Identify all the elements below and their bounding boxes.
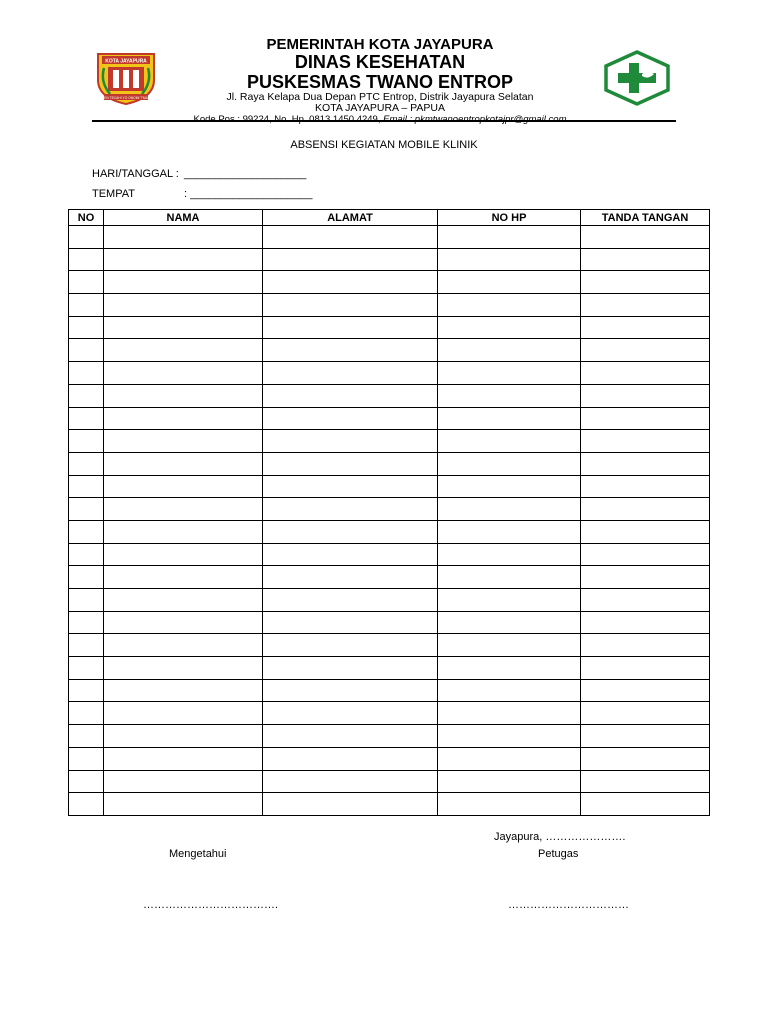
table-cell[interactable] xyxy=(104,498,263,521)
table-cell[interactable] xyxy=(104,384,263,407)
table-cell[interactable] xyxy=(263,430,438,453)
table-cell[interactable] xyxy=(581,498,710,521)
table-cell[interactable] xyxy=(438,589,581,612)
table-cell[interactable] xyxy=(69,271,104,294)
table-cell[interactable] xyxy=(104,430,263,453)
table-cell[interactable] xyxy=(263,248,438,271)
table-cell[interactable] xyxy=(69,316,104,339)
kota-jayapura-emblem-icon xyxy=(94,50,158,106)
table-row xyxy=(69,271,710,294)
table-row xyxy=(69,226,710,249)
table-row xyxy=(69,543,710,566)
table-cell[interactable] xyxy=(438,770,581,793)
table-row xyxy=(69,657,710,680)
table-row xyxy=(69,294,710,317)
table-cell[interactable] xyxy=(581,793,710,816)
table-cell[interactable] xyxy=(104,362,263,385)
place-field xyxy=(92,188,312,200)
table-cell[interactable] xyxy=(581,520,710,543)
table-cell[interactable] xyxy=(581,362,710,385)
table-cell[interactable] xyxy=(104,316,263,339)
document-title: ABSENSI KEGIATAN MOBILE KLINIK xyxy=(290,139,478,151)
table-cell[interactable] xyxy=(69,407,104,430)
table-row xyxy=(69,362,710,385)
table-cell[interactable] xyxy=(438,657,581,680)
table-cell[interactable] xyxy=(263,634,438,657)
table-cell[interactable] xyxy=(69,452,104,475)
table-cell[interactable] xyxy=(581,430,710,453)
table-cell[interactable] xyxy=(581,770,710,793)
table-cell[interactable] xyxy=(104,589,263,612)
table-cell[interactable] xyxy=(104,248,263,271)
table-cell[interactable] xyxy=(438,362,581,385)
table-cell[interactable] xyxy=(104,271,263,294)
table-cell[interactable] xyxy=(263,475,438,498)
table-cell[interactable] xyxy=(438,679,581,702)
table-cell[interactable] xyxy=(438,384,581,407)
table-cell[interactable] xyxy=(263,339,438,362)
table-cell[interactable] xyxy=(104,770,263,793)
table-row xyxy=(69,452,710,475)
table-cell[interactable] xyxy=(581,589,710,612)
table-cell[interactable] xyxy=(104,702,263,725)
table-cell[interactable] xyxy=(581,566,710,589)
table-cell[interactable] xyxy=(581,634,710,657)
column-header-tanda-tangan: TANDA TANGAN xyxy=(581,210,710,226)
table-cell[interactable] xyxy=(581,702,710,725)
table-row xyxy=(69,520,710,543)
attendance-table-body xyxy=(69,226,710,816)
table-cell[interactable] xyxy=(69,657,104,680)
table-cell[interactable] xyxy=(438,339,581,362)
table-cell[interactable] xyxy=(581,384,710,407)
table-cell[interactable] xyxy=(263,294,438,317)
clinic-city: KOTA JAYAPURA – PAPUA xyxy=(315,102,445,114)
table-cell[interactable] xyxy=(581,294,710,317)
table-row xyxy=(69,634,710,657)
table-cell[interactable] xyxy=(69,611,104,634)
table-cell[interactable] xyxy=(438,226,581,249)
table-cell[interactable] xyxy=(263,611,438,634)
table-cell[interactable] xyxy=(69,566,104,589)
emblem-bottom-text: HEN TECAHI YO ONOMI T'MAR xyxy=(101,95,151,100)
table-cell[interactable] xyxy=(104,611,263,634)
table-cell[interactable] xyxy=(69,747,104,770)
table-cell[interactable] xyxy=(581,452,710,475)
table-row xyxy=(69,407,710,430)
table-cell[interactable] xyxy=(263,566,438,589)
table-cell[interactable] xyxy=(104,747,263,770)
table-cell[interactable] xyxy=(263,362,438,385)
table-cell[interactable] xyxy=(438,498,581,521)
table-row xyxy=(69,793,710,816)
table-cell[interactable] xyxy=(263,657,438,680)
table-cell[interactable] xyxy=(263,679,438,702)
table-row xyxy=(69,430,710,453)
table-row xyxy=(69,566,710,589)
date-field-blank: ____________________ xyxy=(184,168,307,180)
table-cell[interactable] xyxy=(438,452,581,475)
table-row xyxy=(69,679,710,702)
table-cell[interactable] xyxy=(263,770,438,793)
clinic-email: Email : pkmtwanoentropkotajpr@gmail.com xyxy=(383,114,567,125)
table-cell[interactable] xyxy=(581,339,710,362)
table-cell[interactable] xyxy=(69,498,104,521)
table-cell[interactable] xyxy=(581,657,710,680)
table-row xyxy=(69,702,710,725)
table-row xyxy=(69,747,710,770)
table-cell[interactable] xyxy=(263,316,438,339)
table-cell[interactable] xyxy=(263,384,438,407)
table-cell[interactable] xyxy=(581,316,710,339)
table-cell[interactable] xyxy=(104,657,263,680)
table-cell[interactable] xyxy=(581,271,710,294)
table-cell[interactable] xyxy=(104,634,263,657)
table-cell[interactable] xyxy=(104,566,263,589)
table-cell[interactable] xyxy=(69,430,104,453)
column-header-no-hp: NO HP xyxy=(438,210,581,226)
column-header-no: NO xyxy=(69,210,104,226)
table-cell[interactable] xyxy=(263,407,438,430)
table-cell[interactable] xyxy=(263,589,438,612)
table-row xyxy=(69,498,710,521)
table-cell[interactable] xyxy=(104,294,263,317)
table-cell[interactable] xyxy=(438,611,581,634)
table-cell[interactable] xyxy=(104,452,263,475)
acknowledged-label: Mengetahui xyxy=(169,848,227,860)
signing-date: Jayapura, …………………. xyxy=(494,831,626,843)
date-field-label: HARI/TANGGAL : xyxy=(92,168,179,180)
attendance-table xyxy=(68,209,710,816)
acknowledger-signature-line: ………………………………. xyxy=(143,899,279,911)
table-row xyxy=(69,475,710,498)
place-field-blank: : ____________________ xyxy=(184,188,313,200)
table-cell[interactable] xyxy=(581,725,710,748)
table-row xyxy=(69,770,710,793)
table-cell[interactable] xyxy=(438,566,581,589)
table-cell[interactable] xyxy=(438,543,581,566)
table-cell[interactable] xyxy=(104,793,263,816)
table-cell[interactable] xyxy=(69,226,104,249)
table-row xyxy=(69,384,710,407)
table-row xyxy=(69,589,710,612)
table-cell[interactable] xyxy=(438,248,581,271)
table-cell[interactable] xyxy=(104,226,263,249)
table-cell[interactable] xyxy=(438,430,581,453)
table-cell[interactable] xyxy=(438,793,581,816)
table-cell[interactable] xyxy=(263,520,438,543)
date-field xyxy=(92,168,306,180)
table-cell[interactable] xyxy=(438,407,581,430)
table-cell[interactable] xyxy=(581,747,710,770)
table-cell[interactable] xyxy=(581,543,710,566)
table-cell[interactable] xyxy=(69,543,104,566)
table-cell[interactable] xyxy=(438,294,581,317)
table-cell[interactable] xyxy=(263,226,438,249)
column-header-alamat: ALAMAT xyxy=(263,210,438,226)
table-row xyxy=(69,725,710,748)
table-row xyxy=(69,248,710,271)
table-cell[interactable] xyxy=(581,407,710,430)
table-cell[interactable] xyxy=(581,248,710,271)
table-cell[interactable] xyxy=(438,747,581,770)
table-cell[interactable] xyxy=(263,543,438,566)
table-cell[interactable] xyxy=(263,747,438,770)
officer-signature-line: …………………………… xyxy=(508,899,629,911)
table-header-row xyxy=(69,210,710,226)
clinic-name: PUSKESMAS TWANO ENTROP xyxy=(246,72,514,92)
table-cell[interactable] xyxy=(69,702,104,725)
officer-label: Petugas xyxy=(538,848,579,860)
table-cell[interactable] xyxy=(69,634,104,657)
letterhead xyxy=(160,36,600,126)
column-header-nama: NAMA xyxy=(104,210,263,226)
table-cell[interactable] xyxy=(69,294,104,317)
table-cell[interactable] xyxy=(581,226,710,249)
table-cell[interactable] xyxy=(438,475,581,498)
table-cell[interactable] xyxy=(263,725,438,748)
table-cell[interactable] xyxy=(438,271,581,294)
table-cell[interactable] xyxy=(263,452,438,475)
table-row xyxy=(69,611,710,634)
table-cell[interactable] xyxy=(438,634,581,657)
puskesmas-cross-logo-icon xyxy=(604,50,670,106)
table-cell[interactable] xyxy=(69,589,104,612)
table-cell[interactable] xyxy=(104,407,263,430)
table-cell[interactable] xyxy=(104,520,263,543)
letterhead-divider xyxy=(92,120,676,122)
table-cell[interactable] xyxy=(263,271,438,294)
table-row xyxy=(69,339,710,362)
table-cell[interactable] xyxy=(104,475,263,498)
table-row xyxy=(69,316,710,339)
table-cell[interactable] xyxy=(69,679,104,702)
table-cell[interactable] xyxy=(69,793,104,816)
table-cell[interactable] xyxy=(581,679,710,702)
table-cell[interactable] xyxy=(263,702,438,725)
table-cell[interactable] xyxy=(438,725,581,748)
table-cell[interactable] xyxy=(69,248,104,271)
table-cell[interactable] xyxy=(104,543,263,566)
table-cell[interactable] xyxy=(69,384,104,407)
table-cell[interactable] xyxy=(263,498,438,521)
emblem-top-text: KOTA JAYAPURA xyxy=(105,58,147,65)
place-field-label: TEMPAT xyxy=(92,188,135,200)
table-cell[interactable] xyxy=(69,520,104,543)
table-cell[interactable] xyxy=(438,520,581,543)
table-cell[interactable] xyxy=(69,339,104,362)
table-cell[interactable] xyxy=(69,475,104,498)
table-cell[interactable] xyxy=(69,770,104,793)
table-cell[interactable] xyxy=(69,725,104,748)
table-cell[interactable] xyxy=(581,475,710,498)
table-cell[interactable] xyxy=(69,362,104,385)
table-cell[interactable] xyxy=(581,611,710,634)
table-cell[interactable] xyxy=(104,339,263,362)
postal-phone: Kode Pos : 99224, No. Hp. 0813 1450 4249, xyxy=(193,114,384,125)
table-cell[interactable] xyxy=(104,725,263,748)
table-cell[interactable] xyxy=(438,702,581,725)
table-cell[interactable] xyxy=(263,793,438,816)
clinic-address: Jl. Raya Kelapa Dua Depan PTC Entrop, Distrik Jayapura Selatan xyxy=(226,91,534,103)
table-cell[interactable] xyxy=(104,679,263,702)
table-cell[interactable] xyxy=(438,316,581,339)
department-name: DINAS KESEHATAN xyxy=(294,52,466,72)
government-name: PEMERINTAH KOTA JAYAPURA xyxy=(266,36,494,53)
